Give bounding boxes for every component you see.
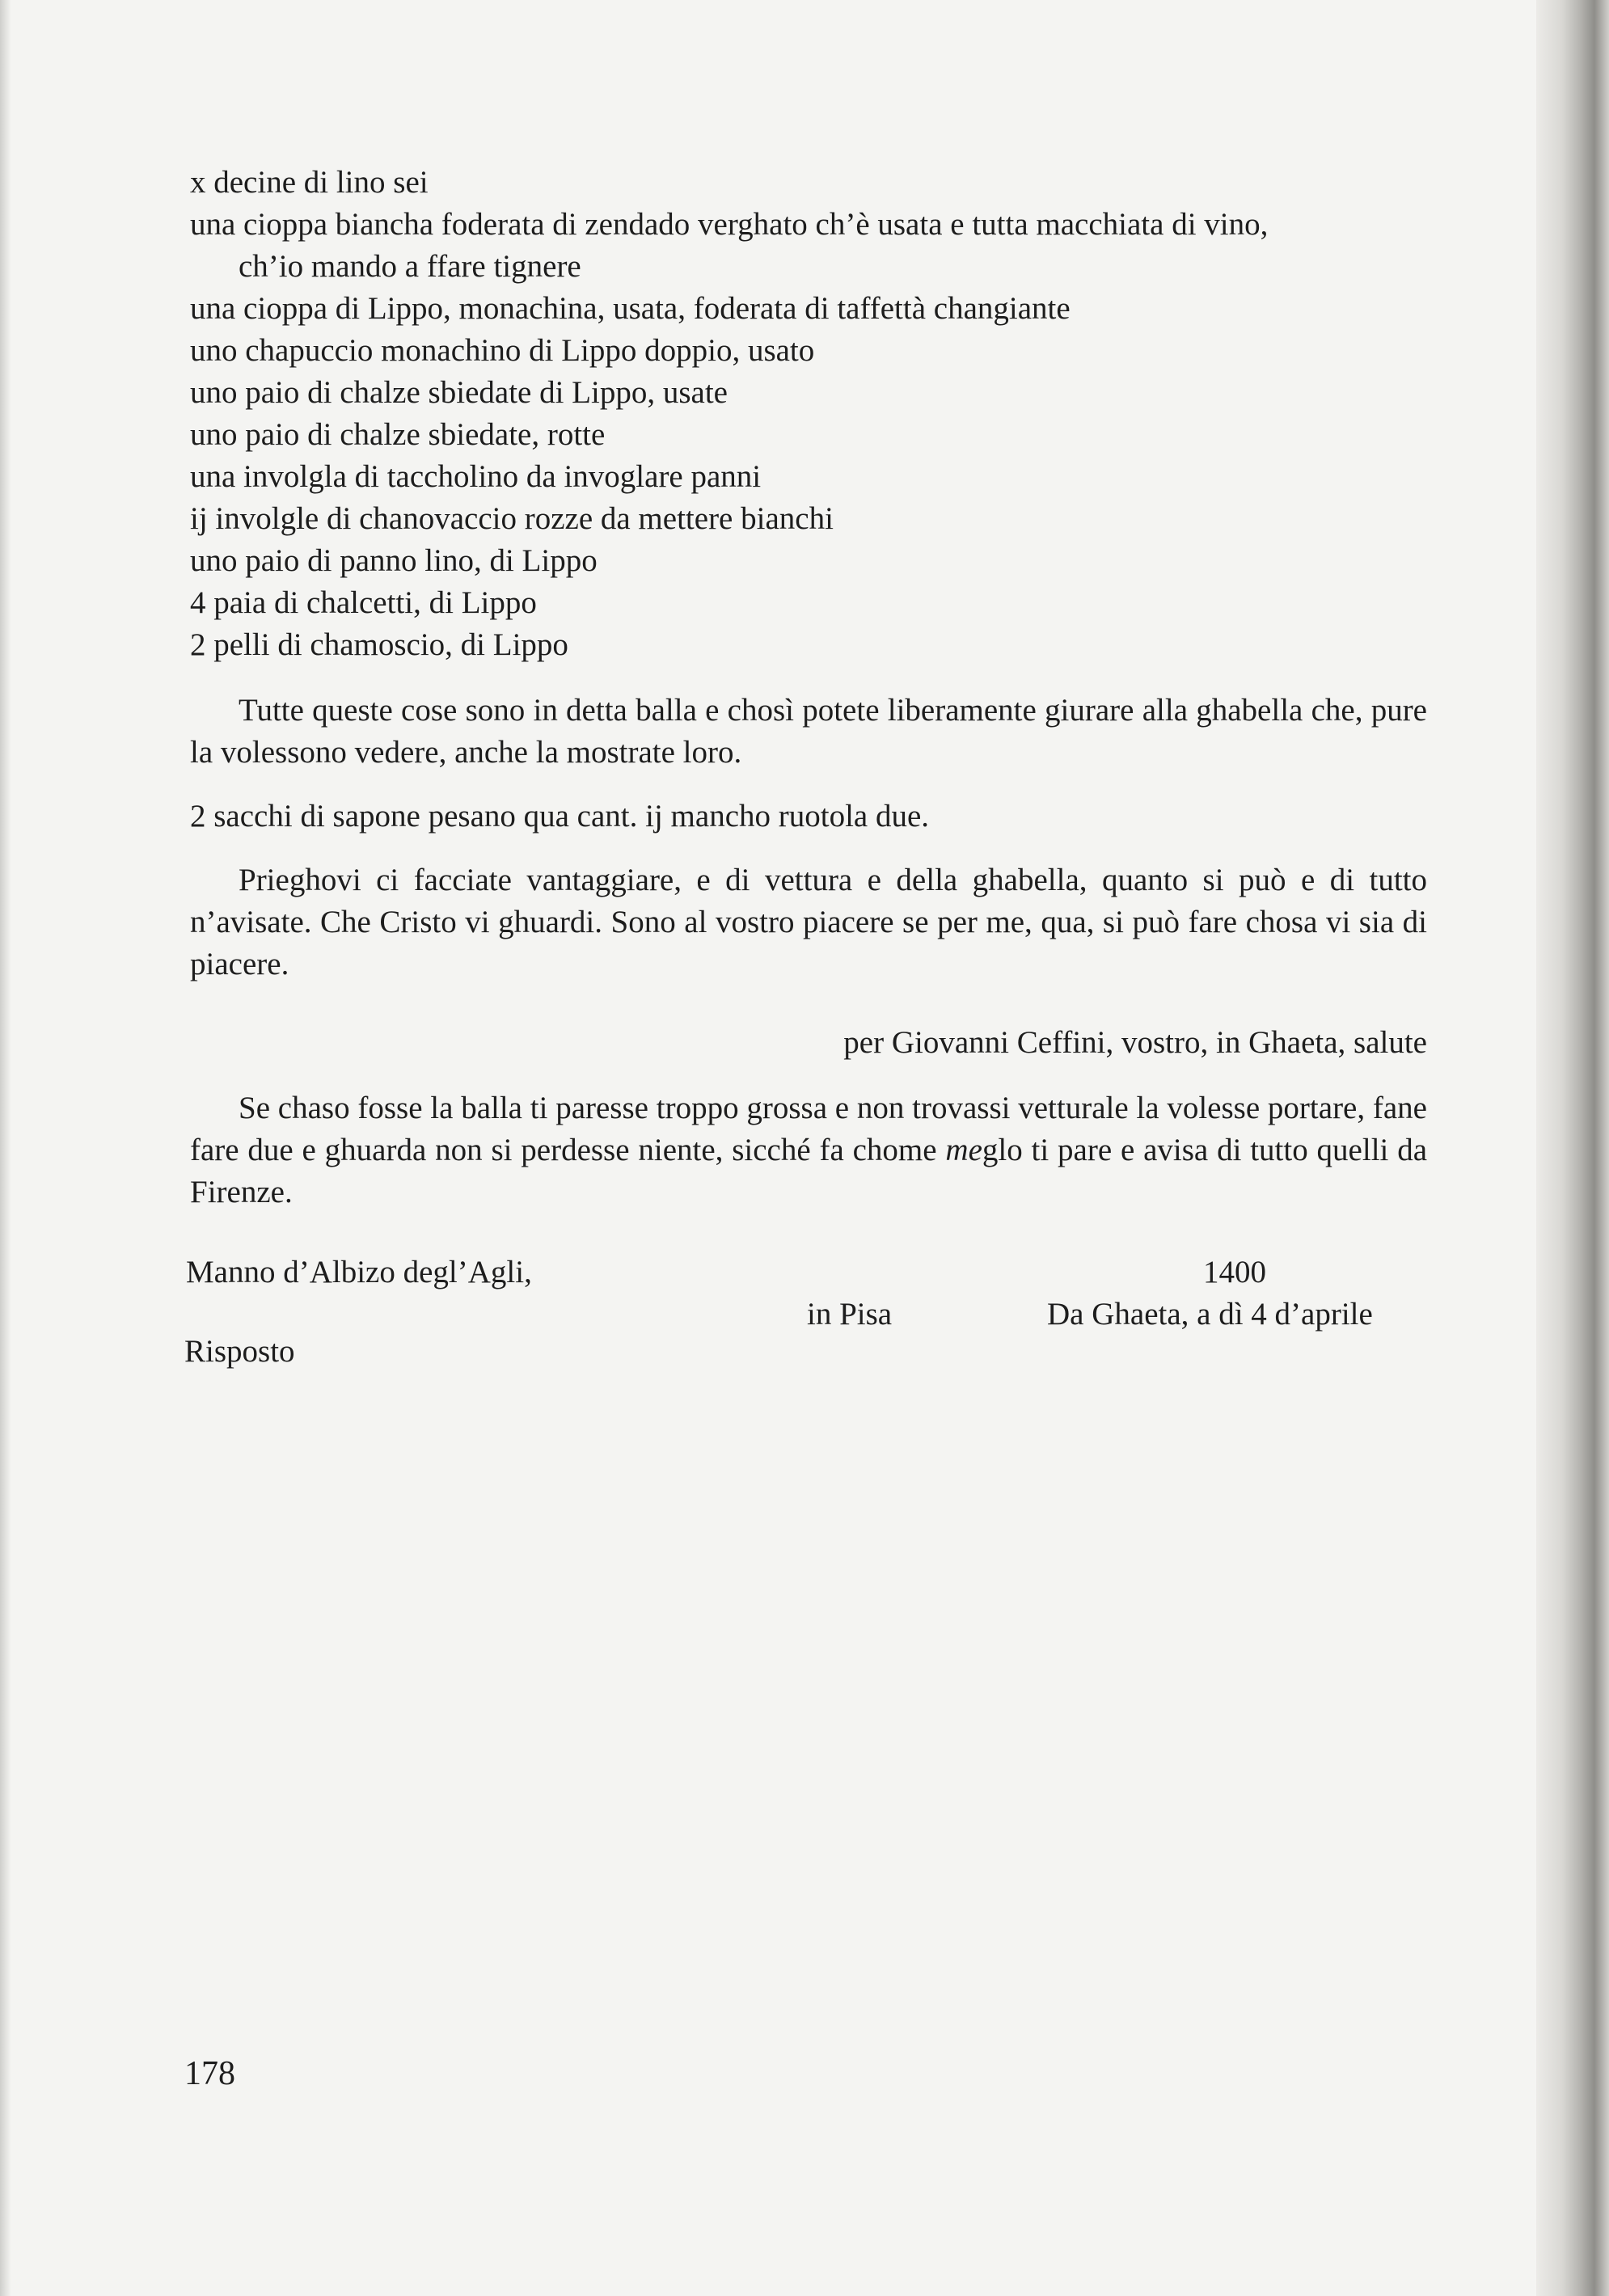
list-item: una cioppa di Lippo, monachina, usata, foderata di taffettà changiante bbox=[190, 291, 1071, 326]
list-item: una cioppa biancha foderata di zendado verghato ch’è usata e tutta macchiata di vino, bbox=[190, 207, 1269, 242]
list-item: ij involgle di chanovaccio rozze da mettere bianchi bbox=[190, 501, 834, 536]
postscript-italic: me bbox=[945, 1133, 982, 1167]
list-item: uno paio di chalze sbiedate, rotte bbox=[190, 417, 606, 452]
item-list bbox=[190, 162, 1427, 666]
address-origin-date: Da Ghaeta, a dì 4 d’aprile bbox=[1047, 1297, 1373, 1332]
list-item: uno paio di panno lino, di Lippo bbox=[190, 543, 598, 578]
sapone-line bbox=[190, 796, 1427, 838]
page-left-edge bbox=[0, 0, 11, 2296]
page-gutter-edge bbox=[1536, 0, 1609, 2296]
signature-line: per Giovanni Ceffini, vostro, in Ghaeta, salute bbox=[843, 1025, 1427, 1060]
postscript-text-b: glo ti pare e avisa di tutto quelli da Firenze. bbox=[190, 1133, 1428, 1209]
paragraph-text bbox=[190, 1087, 1427, 1213]
paragraph-postscript bbox=[190, 1087, 1427, 1213]
list-item: una involgla di taccholino da invoglare panni bbox=[190, 459, 762, 494]
list-item-continuation: ch’io mando a ffare tignere bbox=[239, 249, 581, 284]
paragraph-declaration bbox=[190, 690, 1427, 774]
address-year: 1400 bbox=[1203, 1255, 1266, 1289]
list-item: x decine di lino sei bbox=[190, 165, 429, 200]
paragraph-request bbox=[190, 859, 1427, 986]
page-number: 178 bbox=[184, 2055, 235, 2092]
postscript-text-a: Se chaso fosse la balla ti paresse troppo grossa e non trovassi vetturale la volesse portare, fane fare due e ghuarda non si perdesse niente, sicché fa chome bbox=[190, 1091, 1427, 1167]
address-reply: Risposto bbox=[184, 1334, 295, 1369]
address-place: in Pisa bbox=[807, 1297, 893, 1332]
address-recipient: Manno d’Albizo degl’Agli, bbox=[186, 1255, 532, 1289]
sapone-text: 2 sacchi di sapone pesano qua cant. ij mancho ruotola due. bbox=[190, 799, 930, 834]
list-item: uno chapuccio monachino di Lippo doppio, usato bbox=[190, 333, 815, 368]
paragraph-text: Tutte queste cose sono in detta balla e chosì potete liberamente giurare alla ghabella che, pure la volessono vedere, anche la mostrate loro. bbox=[190, 693, 1427, 770]
paragraph-text: Prieghovi ci facciate vantaggiare, e di vettura e della ghabella, quanto si può e di tutto n’avisate. Che Cristo vi ghuardi. Sono al vostro piacere se per me, qua, si può fare chosa vi sia di piacere. bbox=[190, 863, 1427, 981]
list-item: uno paio di chalze sbiedate di Lippo, usate bbox=[190, 375, 728, 410]
list-item: 4 paia di chalcetti, di Lippo bbox=[190, 585, 537, 620]
list-item: 2 pelli di chamoscio, di Lippo bbox=[190, 627, 568, 662]
